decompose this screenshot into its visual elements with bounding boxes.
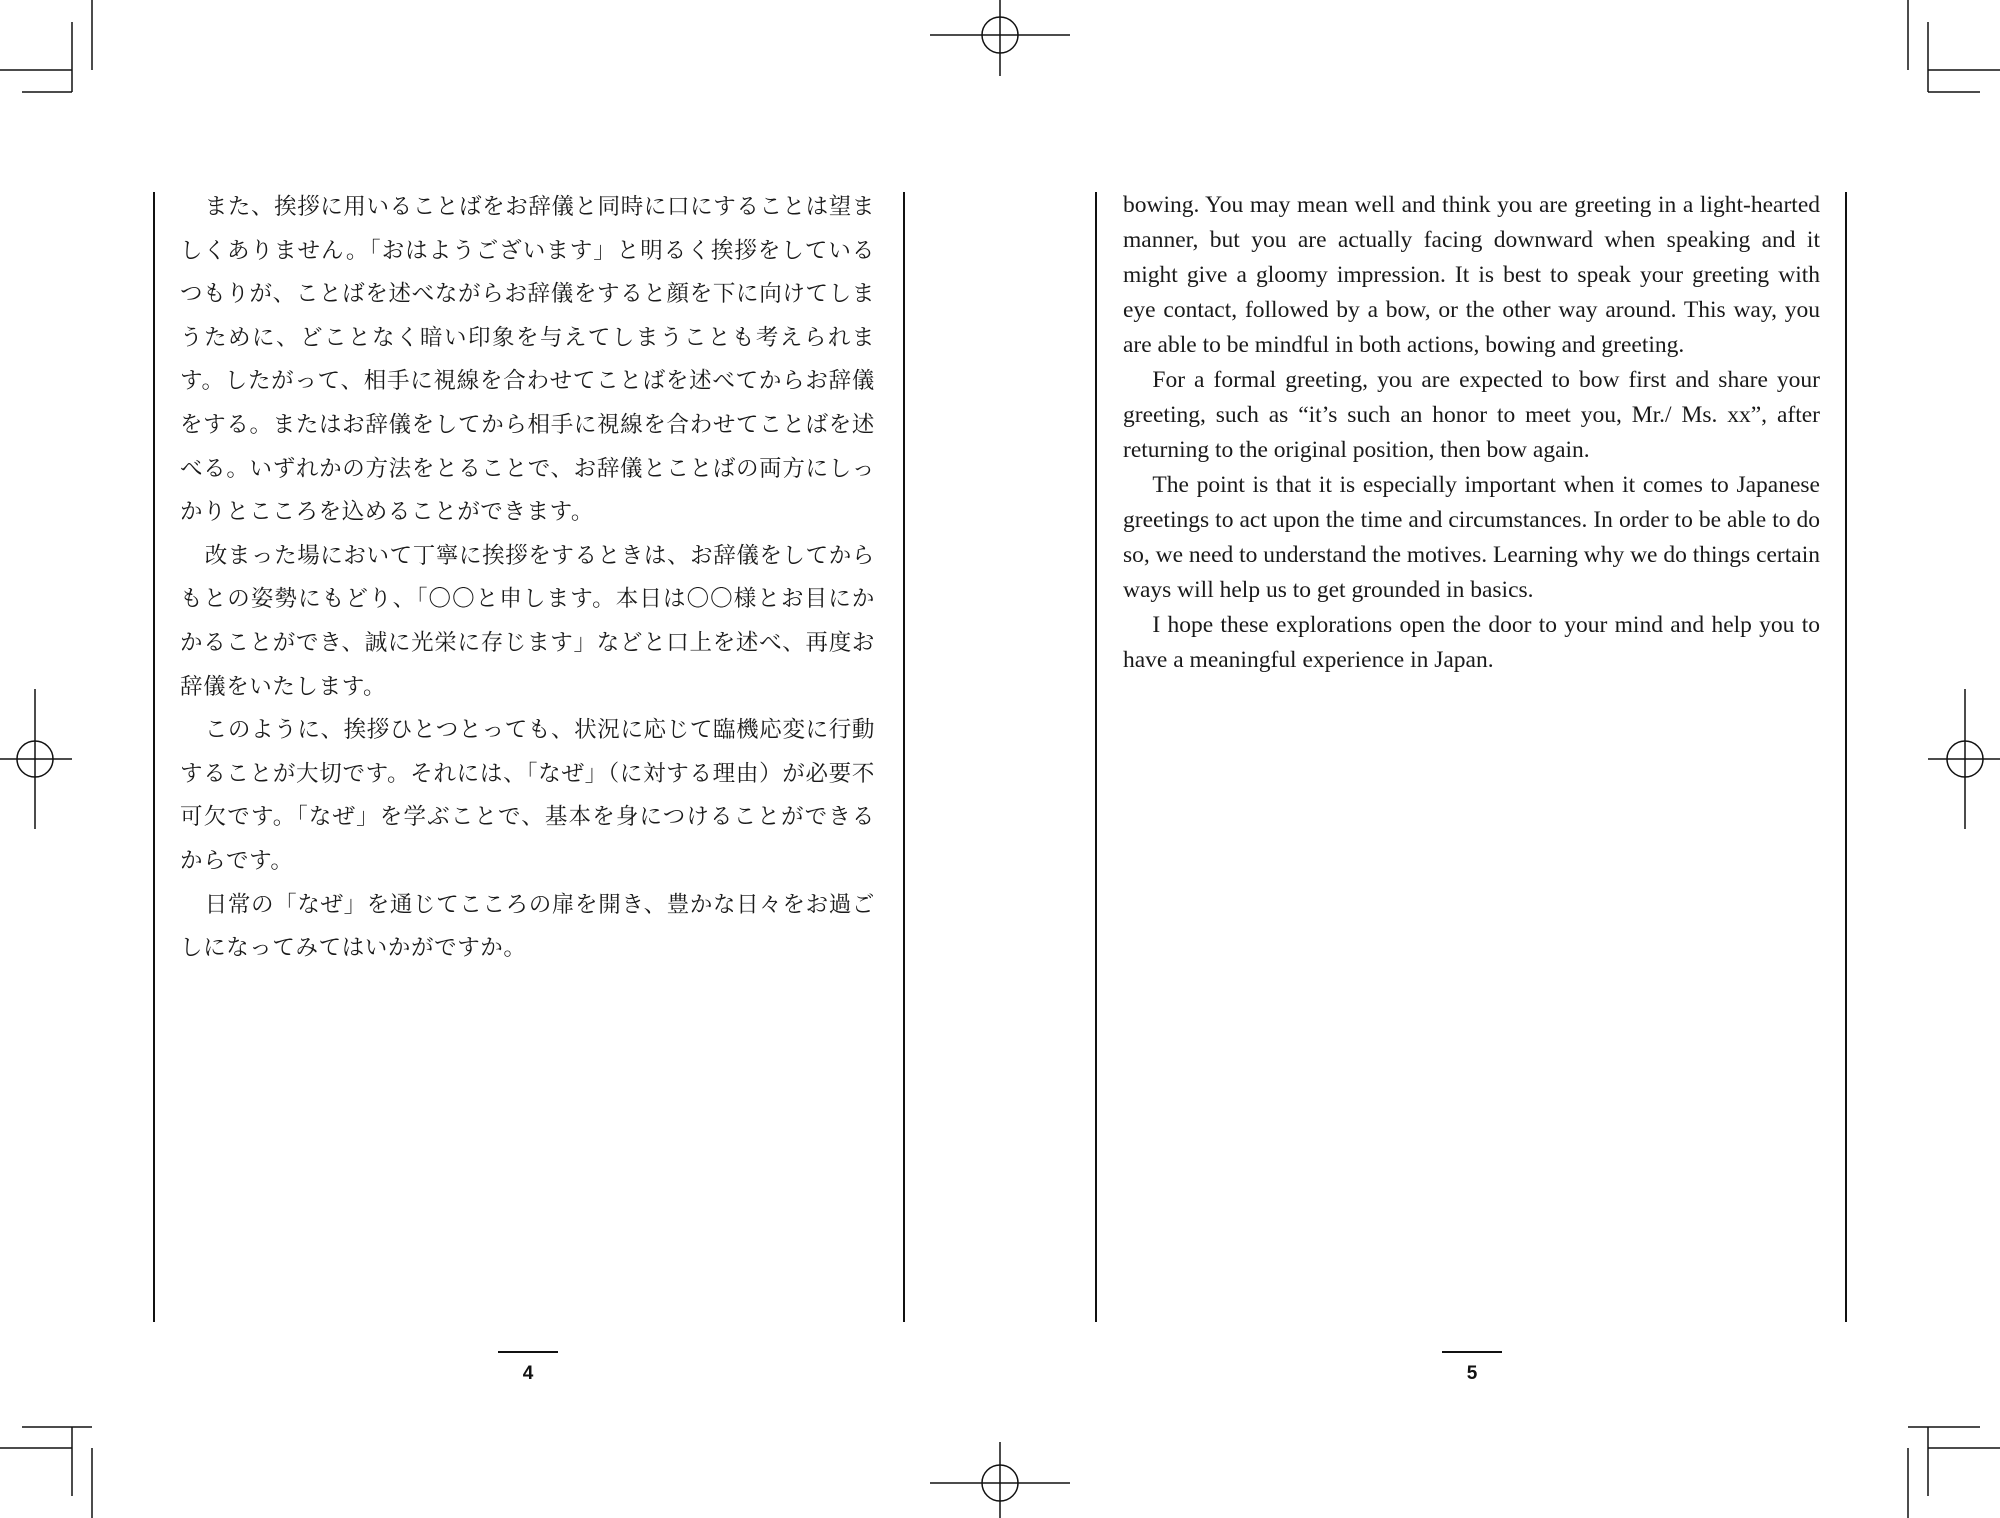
registration-mark-right <box>1928 689 2000 829</box>
left-page-inner-rule <box>903 192 905 1322</box>
crop-mark-bottom-right <box>1908 1427 2000 1518</box>
crop-mark-top-right <box>1908 0 2000 92</box>
right-page-body <box>1123 188 1820 678</box>
en-paragraph-3: The point is that it is especially important when it comes to Japanese greetings to act upon the time and circumstances. In order to be able to do so, we need to understand the motives. Learning why we do things certain ways will help us to get grounded in basics. <box>1123 472 1820 603</box>
left-page-body <box>180 186 875 971</box>
left-page-outer-rule <box>153 192 155 1322</box>
right-page-inner-rule <box>1095 192 1097 1322</box>
registration-mark-left <box>0 689 72 829</box>
left-page-number: 4 <box>498 1351 558 1385</box>
registration-mark-bottom <box>930 1442 1070 1518</box>
jp-paragraph-4: 日常の「なぜ」を通じてこころの扉を開き、豊かな日々をお過ごしになってみてはいかがですか。 <box>180 891 875 962</box>
registration-mark-top <box>930 0 1070 76</box>
right-page-number: 5 <box>1442 1351 1502 1385</box>
crop-mark-bottom-left <box>0 1427 92 1518</box>
en-paragraph-2: For a formal greeting, you are expected to bow first and share your greeting, such as “it’s such an honor to meet you, Mr./ Ms. xx”, after returning to the original position, then bow again. <box>1123 367 1820 463</box>
en-paragraph-1: bowing. You may mean well and think you are greeting in a light-hearted manner, but you are actually facing downward when speaking and it might give a gloomy impression. It is best to speak your greeting with eye contact, followed by a bow, or the other way around. This way, you are able to be mindful in both actions, bowing and greeting. <box>1123 192 1820 358</box>
jp-paragraph-3: このように、挨拶ひとつとっても、状況に応じて臨機応変に行動することが大切です。それには、「なぜ」（に対する理由）が必要不可欠です。「なぜ」を学ぶことで、基本を身につけることができるからです。 <box>180 717 875 874</box>
en-paragraph-4: I hope these explorations open the door to your mind and help you to have a meaningful experience in Japan. <box>1123 612 1820 673</box>
jp-paragraph-1: また、挨拶に用いることばをお辞儀と同時に口にすることは望ましくありません。「おはようございます」と明るく挨拶をしているつもりが、ことばを述べながらお辞儀をすると顔を下に向けてしまうために、どことなく暗い印象を与えてしまうことも考えられます。したがって、相手に視線を合わせてことばを述べてからお辞儀をする。またはお辞儀をしてから相手に視線を合わせてことばを述べる。いずれかの方法をとることで、お辞儀とことばの両方にしっかりとこころを込めることができます。 <box>180 194 875 526</box>
jp-paragraph-2: 改まった場において丁寧に挨拶をするときは、お辞儀をしてからもとの姿勢にもどり、「〇〇と申します。本日は〇〇様とお目にかかることができ、誠に光栄に存じます」などと口上を述べ、再度お辞儀をいたします。 <box>180 542 875 700</box>
right-page-outer-rule <box>1845 192 1847 1322</box>
crop-mark-top-left <box>0 0 92 92</box>
